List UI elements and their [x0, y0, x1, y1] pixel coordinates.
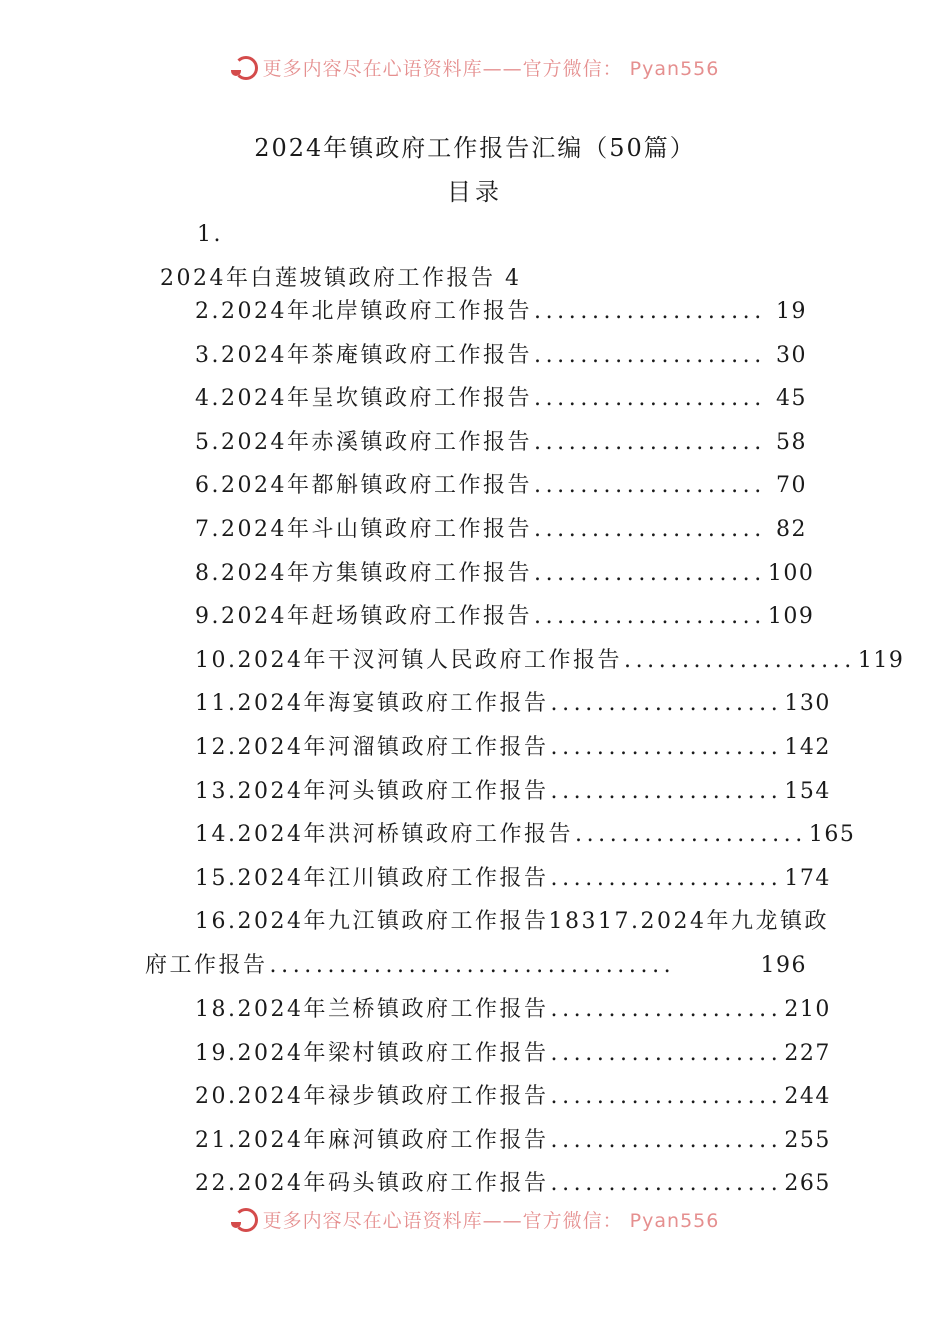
toc-entry	[195, 733, 831, 763]
watermark-text: 更多内容尽在心语资料库——官方微信： Pyan556	[262, 1210, 720, 1232]
toc-entry	[195, 471, 807, 501]
watermark-logo-icon	[231, 60, 257, 80]
toc-page-number: 30	[776, 342, 807, 368]
toc-page-number: 109	[767, 604, 815, 630]
watermark-text: 更多内容尽在心语资料库——官方微信： Pyan556	[262, 58, 720, 80]
toc-leader-dots: ....................	[550, 1127, 783, 1153]
header-watermark	[0, 50, 950, 90]
toc-entry	[195, 995, 831, 1025]
toc-leader-dots: ....................	[533, 299, 766, 324]
toc-leader-dots: ....................	[533, 473, 766, 499]
toc-leader-dots: ....................	[550, 1084, 783, 1110]
toc-leader-dots: ....................	[550, 778, 783, 804]
toc-leader-dots: ....................	[550, 1171, 783, 1197]
toc-item-text: 11.2024年海宴镇政府工作报告	[195, 691, 549, 717]
footer-watermark	[0, 1202, 950, 1242]
toc-entry	[195, 1039, 831, 1069]
toc-leader-dots: ....................	[533, 342, 766, 368]
toc-page-number: 154	[784, 778, 831, 804]
toc-entry	[195, 297, 807, 327]
toc-page-number: 265	[784, 1171, 831, 1197]
toc-item-text: 22.2024年码头镇政府工作报告	[195, 1171, 549, 1197]
toc-page-number: 227	[784, 1040, 831, 1066]
toc-entry	[195, 646, 905, 676]
toc-entry	[195, 1126, 831, 1156]
toc-page-number: 82	[776, 517, 807, 542]
toc-page-number: 210	[784, 997, 831, 1022]
toc-entry	[195, 689, 831, 719]
toc-leader-dots: ....................	[533, 517, 766, 542]
toc-leader-dots: ....................	[533, 604, 766, 630]
toc-item-16-17-line1: 16.2024年九江镇政府工作报告18317.2024年九龙镇政	[195, 909, 829, 934]
toc-entry	[195, 559, 815, 589]
toc-leader-dots: ....................	[533, 560, 766, 586]
watermark-logo-icon	[231, 1212, 257, 1232]
toc-item-text: 3.2024年茶庵镇政府工作报告	[195, 342, 532, 368]
toc-item-1-title: 2024年白莲坡镇政府工作报告 4	[160, 266, 522, 291]
toc-leader-dots: ....................	[623, 647, 856, 673]
toc-entry	[195, 1169, 831, 1199]
toc-item-text: 15.2024年江川镇政府工作报告	[195, 865, 549, 891]
toc-item-text: 19.2024年梁村镇政府工作报告	[195, 1040, 549, 1066]
toc-leader-dots: ....................	[533, 429, 766, 455]
toc-page-number: 130	[784, 691, 831, 717]
toc-entry	[195, 341, 807, 371]
toc-page-number: 45	[776, 386, 807, 412]
toc-page-number: 70	[776, 473, 807, 499]
toc-item-text: 21.2024年麻河镇政府工作报告	[195, 1127, 549, 1153]
toc-page-number: 165	[808, 822, 856, 848]
toc-leader-dots: ....................	[550, 691, 783, 717]
toc-page-number: 244	[784, 1084, 831, 1110]
toc-item-text: 6.2024年都斛镇政府工作报告	[195, 473, 532, 499]
toc-entry	[195, 515, 807, 545]
toc-entry	[195, 602, 815, 632]
toc-item-text: 8.2024年方集镇政府工作报告	[195, 560, 532, 586]
toc-entry	[195, 777, 831, 807]
toc-page-number: 196	[760, 953, 807, 978]
watermark-text-clip	[262, 58, 720, 80]
toc-leader-dots: ....................	[550, 865, 783, 891]
toc-page-number: 119	[857, 647, 905, 673]
toc-leader-dots: ....................	[550, 997, 783, 1022]
toc-entry	[195, 1082, 831, 1112]
toc-entry	[195, 384, 807, 414]
toc-entry	[195, 820, 856, 850]
toc-item-text: 5.2024年赤溪镇政府工作报告	[195, 429, 532, 455]
toc-heading: 目录	[447, 178, 503, 206]
toc-entry	[195, 864, 831, 894]
toc-item-17-line2	[145, 951, 807, 981]
toc-page-number: 142	[784, 735, 831, 760]
toc-leader-dots: ....................	[533, 386, 766, 412]
toc-leader-dots: ....................	[550, 1040, 783, 1066]
toc-entry	[195, 428, 807, 458]
toc-page-number: 58	[776, 429, 807, 455]
toc-page-number: 255	[784, 1127, 831, 1153]
toc-item-text: 2.2024年北岸镇政府工作报告	[195, 299, 532, 324]
toc-item-text: 20.2024年禄步镇政府工作报告	[195, 1084, 549, 1110]
toc-item-text: 7.2024年斗山镇政府工作报告	[195, 517, 532, 542]
toc-page-number: 100	[767, 560, 815, 586]
watermark-text-clip	[262, 1210, 720, 1232]
toc-item-text: 4.2024年呈坎镇政府工作报告	[195, 386, 532, 412]
toc-item-text: 10.2024年干汊河镇人民政府工作报告	[195, 647, 622, 673]
toc-page-number: 174	[784, 865, 831, 891]
toc-item-text: 12.2024年河溜镇政府工作报告	[195, 735, 549, 760]
toc-item-text: 18.2024年兰桥镇政府工作报告	[195, 997, 549, 1022]
toc-page-number: 19	[776, 299, 807, 324]
document-title: 2024年镇政府工作报告汇编（50篇）	[254, 134, 696, 162]
toc-item-text: 14.2024年洪河桥镇政府工作报告	[195, 822, 573, 848]
toc-leader-dots: ....................	[550, 735, 783, 760]
toc-item-text: 府工作报告	[145, 953, 268, 978]
toc-leader-dots: ...................................	[269, 953, 676, 978]
toc-item-text: 13.2024年河头镇政府工作报告	[195, 778, 549, 804]
toc-item-1-number: 1.	[197, 222, 223, 247]
toc-item-text: 9.2024年赶场镇政府工作报告	[195, 604, 532, 630]
toc-leader-dots: ....................	[574, 822, 807, 848]
